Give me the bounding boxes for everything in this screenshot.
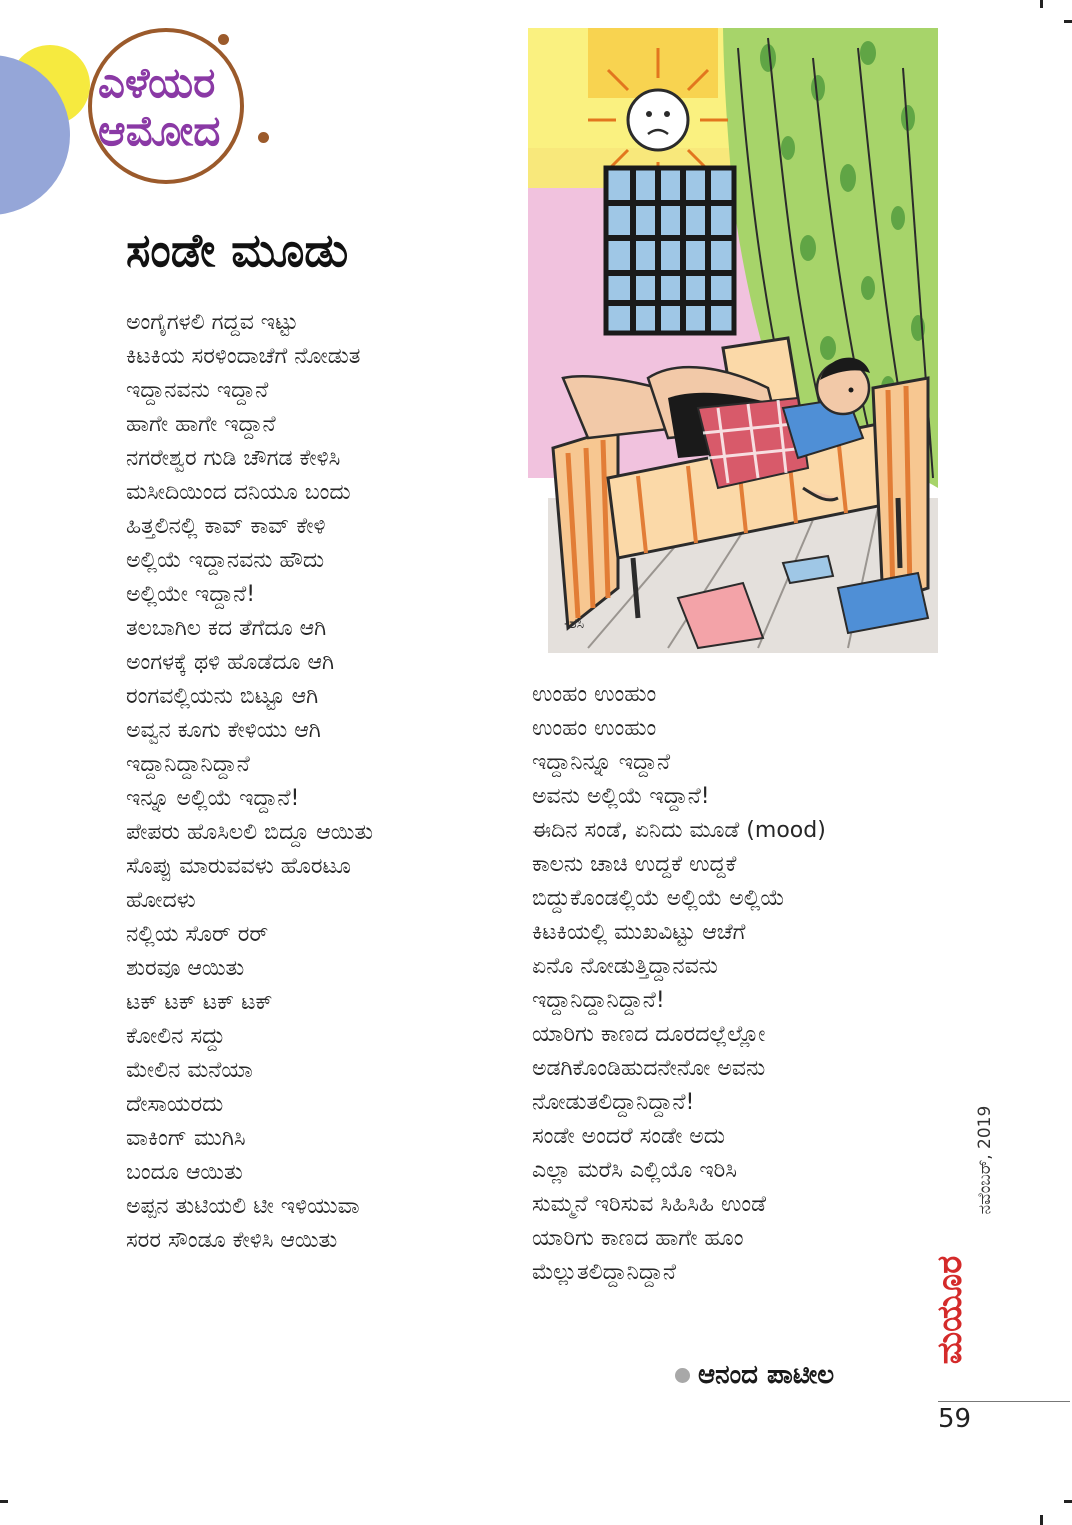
poem-line: ಇದ್ದಾನಿನ್ನೂ ಇದ್ದಾನೆ	[532, 750, 671, 775]
poem-right-column	[532, 678, 912, 1290]
poem-line: ವಾಕಿಂಗ್ ಮುಗಿಸಿ	[126, 1126, 246, 1151]
poem-line: ಹಿತ್ತಲಿನಲ್ಲಿ ಕಾವ್ ಕಾವ್ ಕೇಳಿ	[126, 514, 326, 539]
page-number: 59	[938, 1404, 972, 1434]
poem-line: ಹಾಗೇ ಹಾಗೇ ಇದ್ದಾನೆ	[126, 412, 276, 437]
poem-line: ಕೋಲಿನ ಸದ್ದು	[126, 1024, 226, 1049]
poem-line: ಇದ್ದಾನವನು ಇದ್ದಾನೆ	[126, 378, 269, 403]
stanza	[126, 612, 516, 816]
poem-line: ಅಡಗಿಕೊಂಡಿಹುದನೇನೋ ಅವನು	[532, 1056, 766, 1081]
poem-line: ನೋಡುತಲಿದ್ದಾನಿದ್ದಾನೆ!	[532, 1090, 695, 1115]
poem-line: ಇದ್ದಾನಿದ್ದಾನಿದ್ದಾನೆ	[126, 752, 250, 777]
poem-line: ಮಸೀದಿಯಿಂದ ದನಿಯೂ ಬಂದು	[126, 480, 351, 505]
footer-rule	[938, 1401, 1070, 1402]
poem-left-column	[126, 306, 516, 1258]
crop-mark	[1064, 1500, 1072, 1503]
poem-line: ಟಕ್ ಟಕ್ ಟಕ್ ಟಕ್	[126, 990, 273, 1015]
stanza	[126, 306, 516, 442]
author-name: ಆನಂದ ಪಾಟೀಲ	[698, 1360, 835, 1390]
poem-line: ಶುರವೂ ಆಯಿತು	[126, 956, 245, 981]
stanza	[532, 678, 912, 814]
poem-line: ಪೇಪರು ಹೊಸಿಲಲಿ ಬಿದ್ದೂ ಆಯಿತು	[126, 820, 373, 845]
poem-line: ಹೋದಳು	[126, 888, 196, 913]
poem-line: ಉಂಹಂ ಉಂಹುಂ	[532, 682, 657, 707]
poem-line: ಅಪ್ಪನ ತುಟಿಯಲಿ ಟೀ ಇಳಿಯುವಾ	[126, 1194, 360, 1219]
stanza	[532, 814, 912, 1018]
poem-line: ಇನ್ನೂ ಅಲ್ಲಿಯೆ ಇದ್ದಾನೆ!	[126, 786, 300, 811]
poem-line: ದೇಸಾಯರದು	[126, 1092, 224, 1117]
poem-line: ಈದಿನ ಸಂಡೆ, ಏನಿದು ಮೂಡೆ (mood)	[532, 818, 826, 843]
poem-line: ಸೊಪ್ಪು ಮಾರುವವಳು ಹೊರಟೂ	[126, 854, 351, 879]
author-byline	[675, 1360, 834, 1391]
stanza	[126, 442, 516, 612]
stanza	[532, 1018, 912, 1290]
illustration-boy-on-couch	[528, 28, 938, 653]
poem-line: ಯಾರಿಗು ಕಾಣದ ದೂರದಲ್ಲೆಲ್ಲೋ	[532, 1022, 766, 1047]
poem-line: ಸಂಡೇ ಅಂದರೆ ಸಂಡೇ ಅದು	[532, 1124, 725, 1149]
poem-line: ಎಲ್ಲಾ ಮರೆಸಿ ಎಲ್ಲಿಯೊ ಇರಿಸಿ	[532, 1158, 737, 1183]
poem-line: ರಂಗವಲ್ಲಿಯನು ಬಿಟ್ಟೂ ಆಗಿ	[126, 684, 319, 709]
poem-line: ಅಲ್ಲಿಯೆ ಇದ್ದಾನವನು ಹೌದು	[126, 548, 325, 573]
crop-mark	[1064, 20, 1072, 23]
crop-mark	[1040, 0, 1043, 8]
poem-title: ಸಂಡೇ ಮೂಡು	[126, 223, 349, 277]
poem-line: ಏನೊ ನೋಡುತ್ತಿದ್ದಾನವನು	[532, 954, 718, 979]
poem-line: ಯಾರಿಗು ಕಾಣದ ಹಾಗೇ ಹೂಂ	[532, 1226, 744, 1251]
poem-line: ನಲ್ಲಿಯ ಸೊರ್ ರರ್	[126, 922, 269, 947]
logo-line-2: ಆಮೋದ	[98, 106, 221, 155]
crop-mark	[0, 1500, 8, 1503]
poem-line: ಅಂಗೈಗಳಲಿ ಗದ್ದವ ಇಟ್ಟು	[126, 310, 299, 335]
poem-line: ಮೆಲ್ಲುತಲಿದ್ದಾನಿದ್ದಾನೆ	[532, 1260, 676, 1285]
poem-line: ಸರರ ಸೌಂಡೂ ಕೇಳಿಸಿ ಆಯಿತು	[126, 1228, 338, 1253]
poem-line: ಉಂಹಂ ಉಂಹುಂ	[532, 716, 657, 741]
poem-line: ಇದ್ದಾನಿದ್ದಾನಿದ್ದಾನೆ!	[532, 988, 665, 1013]
poem-line: ಮೇಲಿನ ಮನೆಯಾ	[126, 1058, 253, 1083]
poem-line: ನಗರೇಶ್ವರ ಗುಡಿ ಚೌಗಡ ಕೇಳಿಸಿ	[126, 446, 341, 471]
issue-date: ನವೆಂಬರ್, 2019	[975, 1105, 995, 1215]
logo-line-1: ಎಳೆಯರ	[98, 58, 216, 107]
poem-line: ಸುಮ್ಮನೆ ಇರಿಸುವ ಸಿಹಿಸಿಹಿ ಉಂಡೆ	[532, 1192, 767, 1217]
poem-line: ಬಿದ್ದುಕೊಂಡಲ್ಲಿಯೆ ಅಲ್ಲಿಯೆ ಅಲ್ಲಿಯೆ	[532, 886, 785, 911]
logo-dot	[218, 34, 229, 45]
stanza	[126, 1190, 516, 1258]
magazine-name: ಮಯೂರ	[930, 1255, 970, 1365]
poem-line: ಅಂಗಳಕ್ಕೆ ಥಳಿ ಹೊಡೆದೂ ಆಗಿ	[126, 650, 335, 675]
poem-line: ಅಲ್ಲಿಯೇ ಇದ್ದಾನೆ!	[126, 582, 256, 607]
stanza	[126, 816, 516, 1190]
window-grille	[606, 168, 734, 333]
illustration-signature: -ಶಸಿ	[564, 616, 585, 632]
poem-line: ಕಾಲನು ಚಾಚಿ ಉದ್ದಕೆ ಉದ್ದಕೆ	[532, 852, 737, 877]
poem-line: ಬಂದೂ ಆಯಿತು	[126, 1160, 243, 1185]
poem-line: ಅವ್ವನ ಕೂಗು ಕೇಳಿಯು ಆಗಿ	[126, 718, 321, 743]
poem-line: ಅವನು ಅಲ್ಲಿಯೆ ಇದ್ದಾನೆ!	[532, 784, 710, 809]
bullet-dot-icon	[675, 1368, 690, 1383]
poem-line: ಕಿಟಕಿಯಲ್ಲಿ ಮುಖವಿಟ್ಟು ಆಚೆಗೆ	[532, 920, 746, 945]
crop-mark	[1040, 1515, 1043, 1525]
poem-line: ತಲಬಾಗಿಲ ಕದ ತೆಗೆದೂ ಆಗಿ	[126, 616, 327, 641]
poem-line: ಕಿಟಕಿಯ ಸರಳಿಂದಾಚೆಗೆ ನೋಡುತ	[126, 344, 361, 369]
